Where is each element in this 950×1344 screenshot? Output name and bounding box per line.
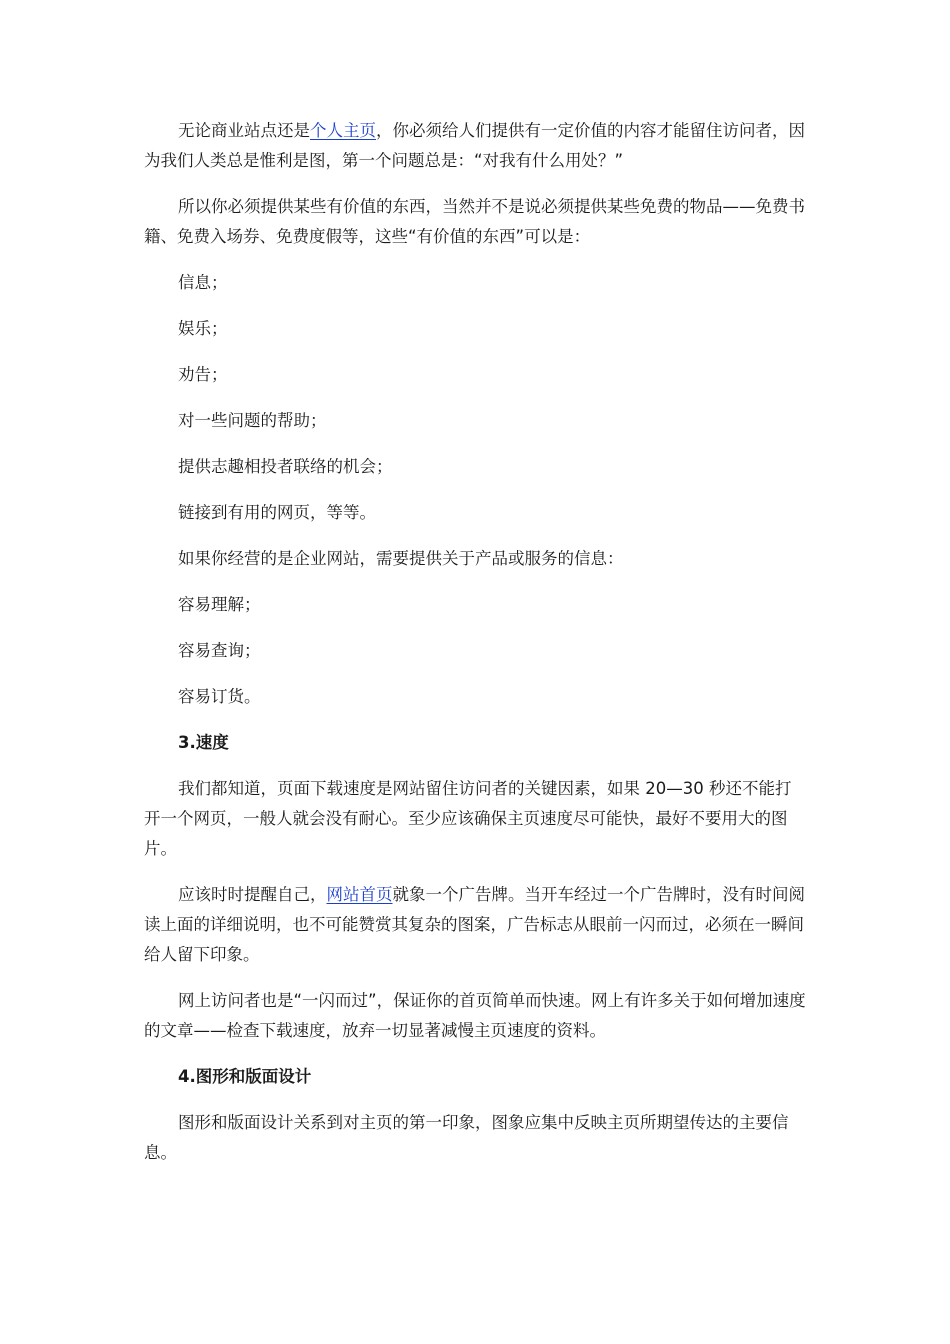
paragraph-intro [144, 116, 806, 176]
paragraph-graphics: 图形和版面设计关系到对主页的第一印象，图象应集中反映主页所期望传达的主要信息。 [144, 1113, 789, 1162]
heading-speed: 3.速度 [178, 733, 229, 752]
paragraph-billboard-text-pre: 应该时时提醒自己， [178, 885, 327, 904]
list-item-links: 链接到有用的网页，等等。 [178, 503, 376, 522]
paragraph-intro-text-pre: 无论商业站点还是 [178, 121, 310, 140]
document-body [144, 116, 806, 1184]
list-item-entertainment: 娱乐； [178, 319, 228, 338]
list-item-easy-order: 容易订货。 [178, 687, 261, 706]
paragraph-intro-text-post: ，你必须给人们提供有一定价值的内容才能留住访问者，因为我们人类总是惟利是图，第一个问题总是：“对我有什么用处？” [144, 121, 805, 170]
paragraph-billboard-text-post: 就象一个广告牌。当开车经过一个广告牌时，没有时间阅读上面的详细说明，也不可能赞赏其复杂的图案，广告标志从眼前一闪而过，必须在一瞬间给人留下印象。 [144, 885, 805, 964]
paragraph-speed: 我们都知道，页面下载速度是网站留住访问者的关键因素，如果 20—30 秒还不能打开一个网页，一般人就会没有耐心。至少应该确保主页速度尽可能快，最好不要用大的图片。 [144, 779, 792, 858]
list-item-easy-understand: 容易理解； [178, 595, 261, 614]
personal-homepage-link[interactable]: 个人主页 [310, 121, 376, 140]
list-item-help: 对一些问题的帮助； [178, 411, 327, 430]
paragraph-valuable-things: 所以你必须提供某些有价值的东西，当然并不是说必须提供某些免费的物品——免费书籍、免费入场券、免费度假等，这些“有价值的东西”可以是： [144, 197, 805, 246]
list-item-info: 信息； [178, 273, 228, 292]
heading-graphics-layout: 4.图形和版面设计 [178, 1067, 312, 1086]
list-item-advice: 劝告； [178, 365, 228, 384]
paragraph-flash: 网上访问者也是“一闪而过”，保证你的首页简单而快速。网上有许多关于如何增加速度的文章——检查下载速度，放弃一切显著减慢主页速度的资料。 [144, 991, 806, 1040]
list-item-easy-query: 容易查询； [178, 641, 261, 660]
paragraph-enterprise: 如果你经营的是企业网站，需要提供关于产品或服务的信息： [178, 549, 624, 568]
list-item-contact: 提供志趣相投者联络的机会； [178, 457, 393, 476]
website-homepage-link[interactable]: 网站首页 [326, 885, 393, 904]
paragraph-billboard [144, 880, 806, 970]
